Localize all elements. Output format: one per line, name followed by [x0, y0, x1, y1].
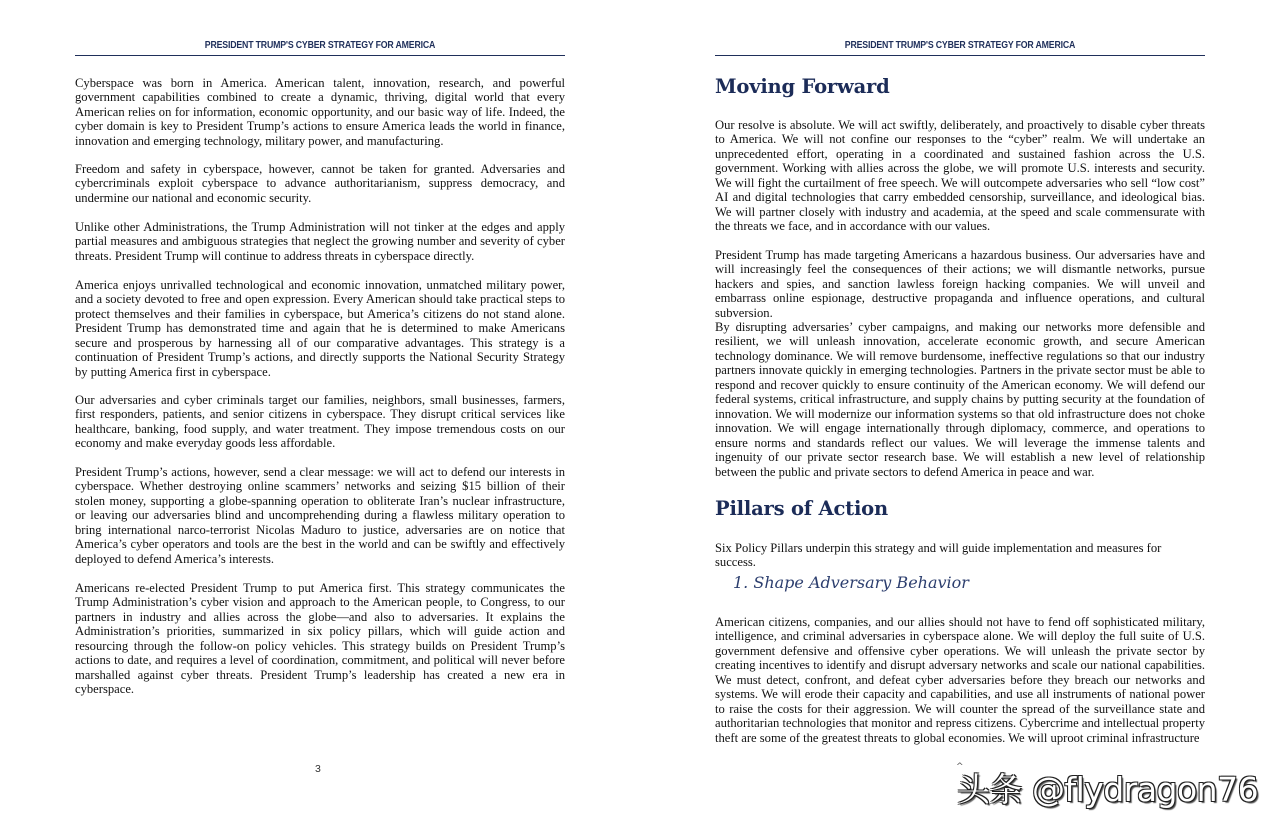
paragraph: Our adversaries and cyber criminals target our families, neighbors, small businesses, farmers, first responders, patients, and senior citizens in cyberspace. They disrupt critical services like healthcare, banking, food supply, and water treatment. They impose tremendous costs on our economy and make everyday goods less affordable.	[75, 393, 565, 451]
paragraph: President Trump’s actions, however, send a clear message: we will act to defend our interests in cyberspace. Whether destroying online scammers’ networks and seizing $15 billion of their stolen money, supporting a globe-spanning operation to obliterate Iran’s nuclear infrastructure, or leaving our adversaries blind and uncomprehending during a flawless military operation to bring international narco-terrorist Nicolas Maduro to justice, adversaries are on notice that America’s cyber operators and tools are the best in the world and can be swiftly and effectively deployed to defend America’s interests.	[75, 465, 565, 566]
paragraph: Americans re-elected President Trump to put America first. This strategy communicates the Trump Administration’s cyber vision and approach to the American people, to Congress, to our partners in industry and allies across the globe—and also to adversaries. It explains the Administration’s priorities, summarized in six policy pillars, which will guide action and resourcing through the follow-on policy vehicles. This strategy builds on President Trump’s actions to date, and requires a level of coordination, commitment, and political will never before marshalled against cyber threats. President Trump’s leadership has created a new era in cyberspace.	[75, 581, 565, 697]
left-page	[75, 0, 565, 828]
watermark: 头条 @flydragon76	[957, 770, 1259, 809]
running-header: PRESIDENT TRUMP'S CYBER STRATEGY FOR AMERICA	[844, 40, 1076, 51]
header-rule	[75, 55, 565, 56]
paragraph: America enjoys unrivalled technological and economic innovation, unmatched military power, and a society devoted to free and open expression. Every American should take practical steps to protect themselves and their families in cyberspace, but America’s citizens do not stand alone. President Trump has demonstrated time and again that he is determined to make Americans secure and prosperous by harnessing all of our comparative advantages. This strategy is a continuation of President Trump’s actions, and directly supports the National Security Strategy by putting America first in cyberspace.	[75, 278, 565, 379]
paragraph: Freedom and safety in cyberspace, however, cannot be taken for granted. Adversaries and cybercriminals exploit cyberspace to advance authoritarianism, suppress democracy, and undermine our national and economic security.	[75, 162, 565, 205]
page-number: 3	[315, 763, 321, 775]
paragraph: American citizens, companies, and our allies should not have to fend off sophisticated military, intelligence, and criminal adversaries in cyberspace alone. We will deploy the full suite of U.S. government defensive and offensive cyber operations. We will unleash the private sector by creating incentives to identify and disrupt adversary networks and scale our national capabilities. We must detect, confront, and defeat cyber adversaries before they breach our networks and systems. We will erode their capacity and capabilities, and use all instruments of national power to raise the costs for their aggression. We will counter the spread of the surveillance state and authoritarian technologies that monitor and repress citizens. Cybercrime and intellectual property theft are some of the greatest threats to global economies. We will uproot criminal infrastructure	[715, 615, 1205, 745]
paragraph: President Trump has made targeting Americans a hazardous business. Our adversaries have and will increasingly feel the consequences of their actions; we will dismantle networks, pursue hackers and spies, and sanction lawless foreign hacking companies. We will unveil and embarrass online espionage, destructive propaganda and influence operations, and cultural subversion.	[715, 248, 1205, 320]
caret-mark: ^	[956, 762, 964, 772]
paragraph: Cyberspace was born in America. American talent, innovation, research, and powerful government capabilities combined to create a dynamic, thriving, digital world that every American relies on for information, economic opportunity, and our basic way of life. Indeed, the cyber domain is key to President Trump’s actions to ensure America leads the world in finance, innovation and emerging technology, military power, and manufacturing.	[75, 76, 565, 148]
paragraph: Our resolve is absolute. We will act swiftly, deliberately, and proactively to disable cyber threats to America. We will not confine our responses to the “cyber” realm. We will undertake an unprecedented effort, operating in a coordinated and sustained fashion across the U.S. government. Working with allies across the globe, we will promote U.S. interests and security. We will fight the curtailment of free speech. We will outcompete adversaries who sell “low cost” AI and digital technologies that carry embedded censorship, surveillance, and ideological bias. We will partner closely with industry and academia, at the speed and scale commensurate with the threats we face, and in accordance with our values.	[715, 118, 1205, 234]
header-rule	[715, 55, 1205, 56]
section-heading-moving-forward: Moving Forward	[715, 75, 890, 98]
right-page	[715, 0, 1205, 828]
paragraph: By disrupting adversaries’ cyber campaigns, and making our networks more defensible and resilient, we will unleash innovation, accelerate economic growth, and secure American technology dominance. We will remove burdensome, ineffective regulations so that our industry partners innovate quickly in emerging technologies. Partners in the private sector must be able to respond and recover quickly to ensure continuity of the American economy. We will defend our federal systems, critical infrastructure, and supply chains by putting security at the foundation of innovation. We will modernize our information systems so that old infrastructure does not choke innovation. We will engage internationally through diplomacy, commerce, and operations to ensure norms and standards reflect our values. We will leverage the immense talents and ingenuity of our private sector research base. We will establish a new level of relationship between the public and private sectors to defend America in peace and war.	[715, 320, 1205, 479]
section-heading-pillars-of-action: Pillars of Action	[715, 497, 888, 520]
subsection-heading-shape-adversary-behavior: 1. Shape Adversary Behavior	[733, 573, 969, 592]
running-header: PRESIDENT TRUMP'S CYBER STRATEGY FOR AMERICA	[204, 40, 436, 51]
paragraph: Six Policy Pillars underpin this strategy and will guide implementation and measures for success.	[715, 541, 1162, 570]
paragraph: Unlike other Administrations, the Trump Administration will not tinker at the edges and apply partial measures and ambiguous strategies that neglect the growing number and severity of cyber threats. President Trump will continue to address threats in cyberspace directly.	[75, 220, 565, 263]
